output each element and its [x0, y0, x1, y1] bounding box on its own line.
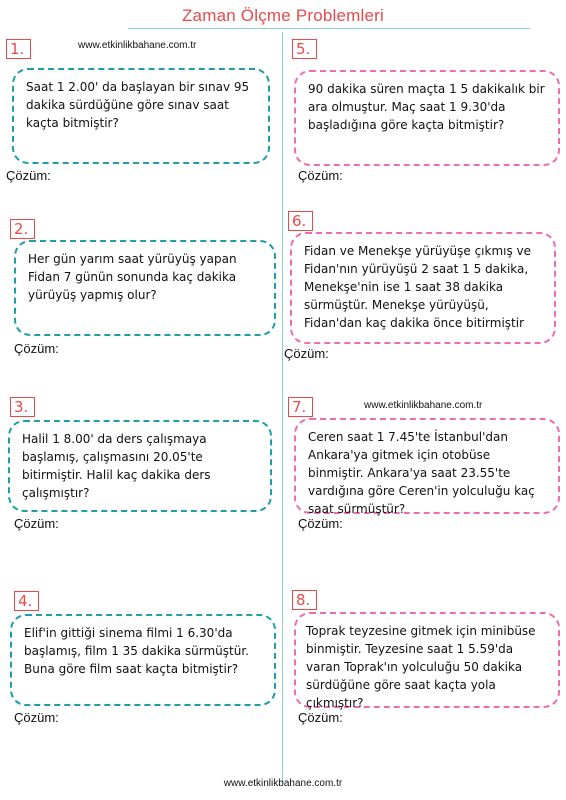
- website-label-bottom: www.etkinlikbahane.com.tr: [223, 778, 343, 789]
- problem-box-3: [8, 420, 272, 512]
- solution-label-6: Çözüm:: [284, 346, 329, 361]
- problem-text-2: Her gün yarım saat yürüyüş yapan Fidan 7 günün sonunda kaç dakika yürüyüş yapmış olur?: [28, 252, 237, 302]
- problem-text-4: Elif'in gittiği sinema filmi 1 6.30'da başlamış, film 1 35 dakika sürmüştür. Buna göre film saat kaçta bitmiştir?: [24, 626, 249, 676]
- problem-number-4: 4.: [14, 591, 39, 611]
- problem-text-7: Ceren saat 1 7.45'te İstanbul'dan Ankara'ya gitmek için otobüse binmiştir. Ankara'ya saat 23.55'te vardığına göre Ceren'in yolculuğu kaç saat sürmüştür?: [308, 430, 535, 516]
- problem-box-2: [14, 240, 276, 336]
- problem-box-8: [294, 612, 560, 708]
- solution-label-2: Çözüm:: [14, 341, 59, 356]
- problem-number-5: 5.: [292, 39, 317, 59]
- solution-label-8: Çözüm:: [298, 710, 343, 725]
- problem-number-3: 3.: [10, 397, 35, 417]
- problem-box-7: [294, 418, 560, 514]
- problem-box-5: [294, 70, 560, 166]
- title-underline: [128, 28, 530, 29]
- solution-label-5: Çözüm:: [298, 168, 343, 183]
- website-label-mid: www.etkinlikbahane.com.tr: [364, 400, 483, 411]
- website-label-top: www.etkinlikbahane.com.tr: [78, 40, 197, 51]
- problem-number-6: 6.: [288, 211, 313, 231]
- problem-text-8: Toprak teyzesine gitmek için minibüse binmiştir. Teyzesine saat 1 5.59'da varan Toprak'ın yolculuğu 50 dakika sürdüğüne göre saat kaçta yola çıkmıştır?: [306, 624, 536, 710]
- problem-number-7: 7.: [288, 397, 313, 417]
- problem-box-4: [10, 614, 276, 706]
- column-divider: [282, 32, 283, 784]
- problem-number-8: 8.: [292, 590, 317, 610]
- problem-number-1: 1.: [6, 39, 31, 59]
- page-title: Zaman Ölçme Problemleri: [181, 6, 385, 25]
- solution-label-3: Çözüm:: [14, 516, 59, 531]
- problem-text-1: Saat 1 2.00' da başlayan bir sınav 95 dakika sürdüğüne göre sınav saat kaçta bitmiştir?: [26, 80, 250, 130]
- solution-label-4: Çözüm:: [14, 710, 59, 725]
- solution-label-1: Çözüm:: [6, 168, 51, 183]
- solution-label-7: Çözüm:: [298, 516, 343, 531]
- problem-number-2: 2.: [10, 219, 35, 239]
- problem-box-1: [12, 68, 270, 164]
- problem-text-6: Fidan ve Menekşe yürüyüşe çıkmış ve Fidan'nın yürüyüşü 2 saat 1 5 dakika, Menekşe'nin ise 1 saat 38 dakika sürmüştür. Menekşe yürüyüşü, Fidan'dan kaç dakika önce bitirmiştir: [304, 244, 532, 330]
- problem-box-6: [290, 232, 556, 344]
- problem-text-5: 90 dakika süren maçta 1 5 dakikalık bir ara olmuştur. Maç saat 1 9.30'da başladığına göre kaçta bitmiştir?: [308, 82, 545, 132]
- problem-text-3: Halil 1 8.00' da ders çalışmaya başlamış, çalışmasını 20.05'te bitirmiştir. Halil kaç dakika ders çalışmıştır?: [22, 432, 211, 500]
